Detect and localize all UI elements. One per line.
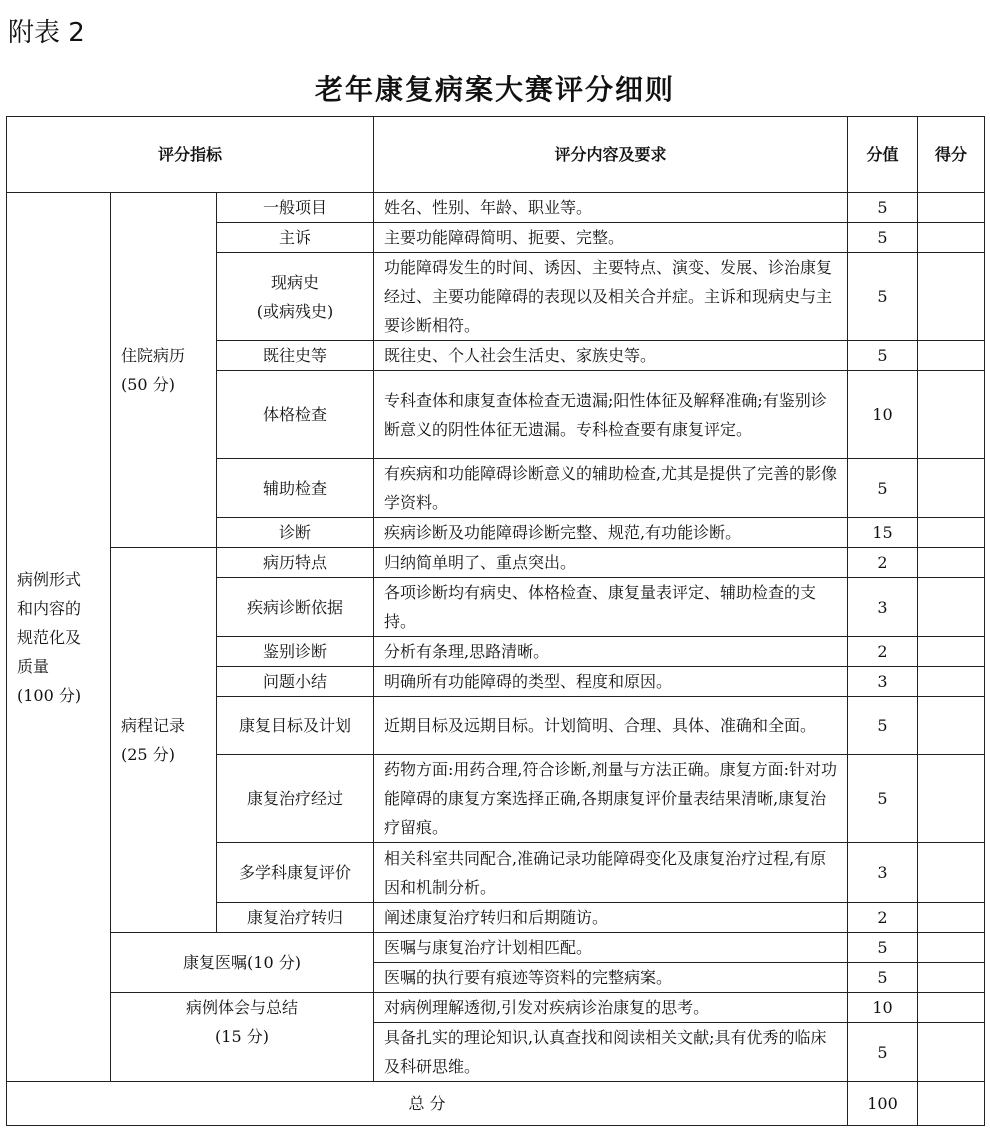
item-cell: 辅助检查	[217, 459, 374, 518]
score-cell: 5	[848, 459, 918, 518]
score-cell: 3	[848, 667, 918, 697]
earned-score-field[interactable]	[918, 843, 985, 903]
header-indicator: 评分指标	[7, 117, 374, 193]
earned-score-field[interactable]	[918, 548, 985, 578]
category-cell: 病例形式 和内容的 规范化及 质量 (100 分)	[7, 193, 111, 1082]
item-cell: 现病史 (或病残史)	[217, 253, 374, 341]
content-cell: 各项诊断均有病史、体格检查、康复量表评定、辅助检查的支持。	[374, 578, 848, 637]
earned-score-field[interactable]	[918, 193, 985, 223]
score-cell: 3	[848, 578, 918, 637]
score-cell: 2	[848, 637, 918, 667]
content-cell: 具备扎实的理论知识,认真查找和阅读相关文献;具有优秀的临床及科研思维。	[374, 1023, 848, 1082]
earned-score-field[interactable]	[918, 1023, 985, 1082]
document-title: 老年康复病案大赛评分细则	[314, 73, 675, 106]
item-cell: 康复治疗转归	[217, 903, 374, 933]
total-row	[7, 1082, 985, 1126]
score-cell: 5	[848, 755, 918, 843]
content-cell: 疾病诊断及功能障碍诊断完整、规范,有功能诊断。	[374, 518, 848, 548]
earned-score-field[interactable]	[918, 697, 985, 755]
earned-score-field[interactable]	[918, 637, 985, 667]
earned-score-field[interactable]	[918, 933, 985, 963]
earned-score-field[interactable]	[918, 755, 985, 843]
header-earned: 得分	[918, 117, 985, 193]
group-progress: 病程记录 (25 分)	[111, 548, 217, 933]
score-cell: 5	[848, 697, 918, 755]
earned-score-field[interactable]	[918, 903, 985, 933]
content-cell: 对病例理解透彻,引发对疾病诊治康复的思考。	[374, 993, 848, 1023]
content-cell: 归纳简单明了、重点突出。	[374, 548, 848, 578]
group-summary: 病例体会与总结 (15 分)	[111, 993, 374, 1082]
item-cell: 多学科康复评价	[217, 843, 374, 903]
content-cell: 明确所有功能障碍的类型、程度和原因。	[374, 667, 848, 697]
earned-score-field[interactable]	[918, 993, 985, 1023]
earned-score-field[interactable]	[918, 223, 985, 253]
score-cell: 5	[848, 963, 918, 993]
appendix-label: 附表 2	[8, 18, 85, 48]
earned-score-field[interactable]	[918, 253, 985, 341]
content-cell: 主要功能障碍简明、扼要、完整。	[374, 223, 848, 253]
item-cell: 一般项目	[217, 193, 374, 223]
earned-score-field[interactable]	[918, 341, 985, 371]
item-cell: 问题小结	[217, 667, 374, 697]
table-row	[7, 548, 985, 578]
item-cell: 康复治疗经过	[217, 755, 374, 843]
earned-score-field[interactable]	[918, 578, 985, 637]
content-cell: 专科查体和康复查体检查无遗漏;阳性体征及解释准确;有鉴别诊断意义的阴性体征无遗漏。专科检查要有康复评定。	[374, 371, 848, 459]
scoring-table	[6, 116, 985, 1126]
score-cell: 2	[848, 548, 918, 578]
score-cell: 5	[848, 193, 918, 223]
content-cell: 有疾病和功能障碍诊断意义的辅助检查,尤其是提供了完善的影像学资料。	[374, 459, 848, 518]
item-cell: 疾病诊断依据	[217, 578, 374, 637]
score-cell: 5	[848, 253, 918, 341]
group-inpatient: 住院病历 (50 分)	[111, 193, 217, 548]
score-cell: 15	[848, 518, 918, 548]
table-row	[7, 193, 985, 223]
score-cell: 3	[848, 843, 918, 903]
table-header-row	[7, 117, 985, 193]
earned-score-field[interactable]	[918, 963, 985, 993]
earned-score-field[interactable]	[918, 667, 985, 697]
item-cell: 诊断	[217, 518, 374, 548]
content-cell: 药物方面:用药合理,符合诊断,剂量与方法正确。康复方面:针对功能障碍的康复方案选择正确,各期康复评价量表结果清晰,康复治疗留痕。	[374, 755, 848, 843]
score-cell: 10	[848, 993, 918, 1023]
item-cell: 体格检查	[217, 371, 374, 459]
table-row	[7, 933, 985, 963]
content-cell: 近期目标及远期目标。计划简明、合理、具体、准确和全面。	[374, 697, 848, 755]
content-cell: 功能障碍发生的时间、诱因、主要特点、演变、发展、诊治康复经过、主要功能障碍的表现以及相关合并症。主诉和现病史与主要诊断相符。	[374, 253, 848, 341]
item-cell: 鉴别诊断	[217, 637, 374, 667]
score-cell: 5	[848, 1023, 918, 1082]
table-row	[7, 993, 985, 1023]
item-cell: 康复目标及计划	[217, 697, 374, 755]
content-cell: 既往史、个人社会生活史、家族史等。	[374, 341, 848, 371]
score-cell: 10	[848, 371, 918, 459]
content-cell: 医嘱与康复治疗计划相匹配。	[374, 933, 848, 963]
score-cell: 5	[848, 341, 918, 371]
item-cell: 主诉	[217, 223, 374, 253]
score-cell: 5	[848, 933, 918, 963]
header-score: 分值	[848, 117, 918, 193]
content-cell: 姓名、性别、年龄、职业等。	[374, 193, 848, 223]
content-cell: 分析有条理,思路清晰。	[374, 637, 848, 667]
total-score: 100	[848, 1082, 918, 1126]
score-cell: 2	[848, 903, 918, 933]
earned-score-field[interactable]	[918, 459, 985, 518]
content-cell: 阐述康复治疗转归和后期随访。	[374, 903, 848, 933]
score-cell: 5	[848, 223, 918, 253]
content-cell: 相关科室共同配合,准确记录功能障碍变化及康复治疗过程,有原因和机制分析。	[374, 843, 848, 903]
earned-score-field[interactable]	[918, 371, 985, 459]
earned-score-field[interactable]	[918, 518, 985, 548]
header-content: 评分内容及要求	[374, 117, 848, 193]
total-label: 总 分	[7, 1082, 848, 1126]
item-cell: 既往史等	[217, 341, 374, 371]
group-orders: 康复医嘱(10 分)	[111, 933, 374, 993]
total-earned-field[interactable]	[918, 1082, 985, 1126]
item-cell: 病历特点	[217, 548, 374, 578]
content-cell: 医嘱的执行要有痕迹等资料的完整病案。	[374, 963, 848, 993]
